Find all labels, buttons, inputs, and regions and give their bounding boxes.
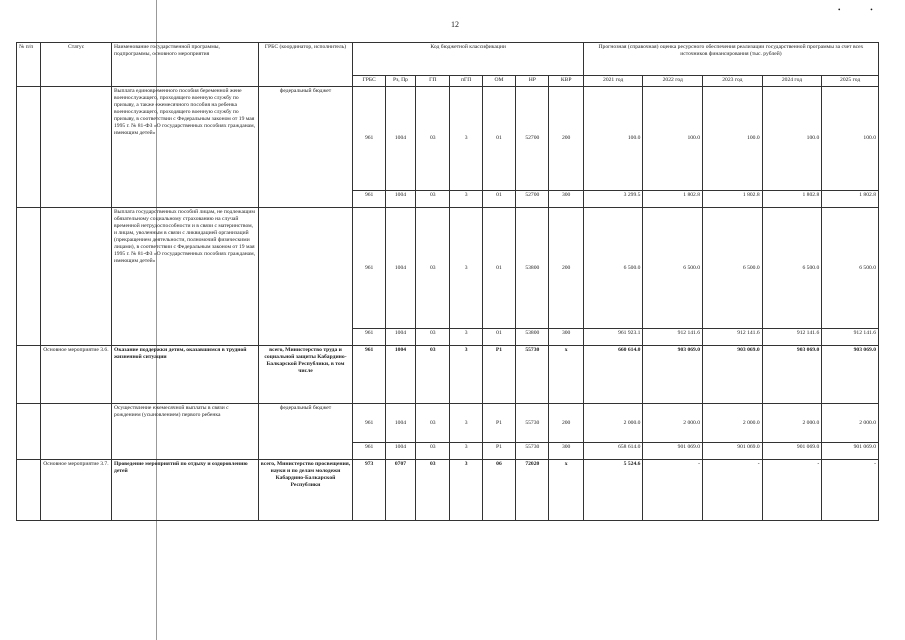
cell-2024: 903 069.0 — [762, 346, 822, 404]
header-codes-group: Код бюджетной классификации — [353, 43, 583, 76]
cell-2023: 912 141.6 — [703, 329, 763, 346]
cell-grbs: 961 — [353, 443, 385, 460]
cell-pgp: 3 — [450, 460, 482, 521]
row-num — [17, 87, 41, 208]
cell-pgp: 3 — [450, 329, 482, 346]
cell-2023: 6 500.0 — [703, 208, 763, 329]
cell-rz: 1004 — [385, 404, 415, 443]
row-grbs-text: всего, Министерство просвещения, науки и по делам молодежи Кабардино-Балкарской Республики — [258, 460, 353, 521]
row-num — [17, 208, 41, 346]
cell-2025: 100.0 — [822, 87, 879, 191]
cell-np: 53800 — [516, 329, 549, 346]
header-status: Статус — [41, 43, 112, 87]
cell-2022: 912 141.6 — [643, 329, 703, 346]
header-2022: 2022 год — [643, 76, 703, 87]
cell-gp: 03 — [416, 404, 450, 443]
cell-kvr: х — [549, 460, 583, 521]
header-pgp: пГП — [450, 76, 482, 87]
cell-om: 01 — [482, 87, 515, 191]
cell-2025: 1 802.8 — [822, 191, 879, 208]
cell-gp: 03 — [416, 87, 450, 191]
row-name: Проведение мероприятий по отдыху и оздоровлению детей — [111, 460, 258, 521]
cell-2021: 6 500.0 — [583, 208, 643, 329]
cell-pgp: 3 — [450, 346, 482, 404]
corner-marks: • • — [838, 6, 887, 14]
cell-2023: 100.0 — [703, 87, 763, 191]
row-name: Осуществление ежемесячной выплаты в связи с рождением (усыновлением) первого ребенка — [111, 404, 258, 460]
row-status — [41, 87, 112, 208]
cell-np: 72020 — [516, 460, 549, 521]
row-name: Оказание поддержки детям, оказавшимся в трудной жизненной ситуации — [111, 346, 258, 404]
cell-gp: 03 — [416, 191, 450, 208]
cell-2021: 2 000.0 — [583, 404, 643, 443]
budget-table — [16, 42, 879, 521]
row-grbs-text: федеральный бюджет — [258, 87, 353, 208]
cell-2021: 961 923.1 — [583, 329, 643, 346]
cell-2023: 901 069.0 — [703, 443, 763, 460]
row-grbs-text — [258, 208, 353, 346]
cell-gp: 03 — [416, 443, 450, 460]
cell-pgp: 3 — [450, 87, 482, 191]
header-grbs-coordinator: ГРБС (координатор, исполнитель) — [258, 43, 353, 87]
table-row — [17, 208, 879, 329]
cell-grbs: 961 — [353, 346, 385, 404]
cell-grbs: 961 — [353, 404, 385, 443]
cell-2024: 100.0 — [762, 87, 822, 191]
cell-kvr: 200 — [549, 87, 583, 191]
cell-2021: 100.0 — [583, 87, 643, 191]
cell-np: 52700 — [516, 191, 549, 208]
row-status: Основное мероприятие 3.6. — [41, 346, 112, 404]
cell-om: P1 — [482, 346, 515, 404]
header-row-1 — [17, 43, 879, 76]
cell-2022: 100.0 — [643, 87, 703, 191]
cell-2022: 903 069.0 — [643, 346, 703, 404]
cell-pgp: 3 — [450, 191, 482, 208]
cell-om: 01 — [482, 208, 515, 329]
cell-np: 55730 — [516, 443, 549, 460]
row-status: Основное мероприятие 3.7. — [41, 460, 112, 521]
cell-2024: 6 500.0 — [762, 208, 822, 329]
header-om: ОМ — [482, 76, 515, 87]
header-rz: Рз, Пр — [385, 76, 415, 87]
cell-grbs: 961 — [353, 191, 385, 208]
cell-rz: 1004 — [385, 87, 415, 191]
cell-np: 55730 — [516, 346, 549, 404]
row-name: Выплата государственных пособий лицам, не подлежащим обязательному социальному страхованию на случай временной нетрудоспособности и в связи с материнством, и лицам, уволенным в связи с ликвидацией организаций (прекращением деятельности, полномочий физическими лицами), в соответствии с Федеральным законом от 19 мая 1995 г. № 81-ФЗ «О государственных пособиях гражданам, имеющим детей» — [111, 208, 258, 346]
cell-2022: - — [643, 460, 703, 521]
cell-kvr: 300 — [549, 443, 583, 460]
header-num: № п/п — [17, 43, 41, 87]
cell-om: 06 — [482, 460, 515, 521]
table-row — [17, 346, 879, 404]
cell-2023: 1 802.8 — [703, 191, 763, 208]
cell-2024: 2 000.0 — [762, 404, 822, 443]
cell-om: P1 — [482, 443, 515, 460]
cell-rz: 1004 — [385, 208, 415, 329]
cell-grbs: 973 — [353, 460, 385, 521]
header-name: Наименование государственной программы, подпрограммы, основного мероприятия — [111, 43, 258, 87]
header-grbs: ГРБС — [353, 76, 385, 87]
row-grbs-text: всего, Министерство труда и социальной защиты Кабардино-Балкарской Республики, в том числе — [258, 346, 353, 404]
row-num — [17, 404, 41, 460]
page-number: 12 — [451, 20, 459, 29]
cell-np: 55730 — [516, 404, 549, 443]
cell-kvr: 200 — [549, 208, 583, 329]
cell-2025: 6 500.0 — [822, 208, 879, 329]
cell-2022: 1 802.8 — [643, 191, 703, 208]
header-2021: 2021 год — [583, 76, 643, 87]
cell-grbs: 961 — [353, 208, 385, 329]
cell-pgp: 3 — [450, 404, 482, 443]
cell-om: P1 — [482, 404, 515, 443]
cell-om: 01 — [482, 191, 515, 208]
cell-np: 52700 — [516, 87, 549, 191]
cell-2023: 903 069.0 — [703, 346, 763, 404]
cell-2023: 2 000.0 — [703, 404, 763, 443]
cell-2021: 660 614.0 — [583, 346, 643, 404]
table-row — [17, 404, 879, 443]
cell-2025: 901 069.0 — [822, 443, 879, 460]
cell-kvr: 300 — [549, 191, 583, 208]
table-row — [17, 87, 879, 191]
table-row — [17, 460, 879, 521]
header-np: НР — [516, 76, 549, 87]
cell-gp: 03 — [416, 329, 450, 346]
cell-2024: 912 141.6 — [762, 329, 822, 346]
header-2023: 2023 год — [703, 76, 763, 87]
cell-rz: 1004 — [385, 329, 415, 346]
row-status — [41, 404, 112, 460]
row-status — [41, 208, 112, 346]
cell-rz: 1004 — [385, 346, 415, 404]
header-gp: ГП — [416, 76, 450, 87]
header-2025: 2025 год — [822, 76, 879, 87]
cell-pgp: 3 — [450, 443, 482, 460]
cell-gp: 03 — [416, 346, 450, 404]
cell-kvr: 200 — [549, 404, 583, 443]
cell-2025: 912 141.6 — [822, 329, 879, 346]
cell-grbs: 961 — [353, 87, 385, 191]
cell-2022: 2 000.0 — [643, 404, 703, 443]
header-kvr: КВР — [549, 76, 583, 87]
cell-2023: - — [703, 460, 763, 521]
cell-np: 53800 — [516, 208, 549, 329]
cell-rz: 1004 — [385, 191, 415, 208]
cell-2021: 5 524.6 — [583, 460, 643, 521]
cell-2024: - — [762, 460, 822, 521]
cell-pgp: 3 — [450, 208, 482, 329]
cell-2021: 658 614.0 — [583, 443, 643, 460]
cell-2025: 2 000.0 — [822, 404, 879, 443]
cell-gp: 03 — [416, 460, 450, 521]
cell-2024: 901 069.0 — [762, 443, 822, 460]
cell-2024: 1 802.8 — [762, 191, 822, 208]
cell-2022: 901 069.0 — [643, 443, 703, 460]
cell-om: 01 — [482, 329, 515, 346]
row-grbs-text: федеральный бюджет — [258, 404, 353, 460]
cell-2025: 903 069.0 — [822, 346, 879, 404]
cell-grbs: 961 — [353, 329, 385, 346]
row-num — [17, 460, 41, 521]
cell-2025: - — [822, 460, 879, 521]
cell-rz: 1004 — [385, 443, 415, 460]
row-num — [17, 346, 41, 404]
cell-rz: 0707 — [385, 460, 415, 521]
cell-kvr: 300 — [549, 329, 583, 346]
header-forecast-group: Прогнозная (справочная) оценка ресурсного обеспечения реализации государственной программы за счет всех источников финансирования (тыс. рублей) — [583, 43, 878, 76]
header-2024: 2024 год — [762, 76, 822, 87]
cell-kvr: х — [549, 346, 583, 404]
cell-2021: 3 299.5 — [583, 191, 643, 208]
row-name: Выплата единовременного пособия беременной жене военнослужащего, проходящего военную службу по призыву, а также ежемесячного пособия на ребенка военнослужащего, проходящего военную службу по призыву, в соответствии с Федеральным законом от 19 мая 1995 г. № 81-ФЗ «О государственных пособиях гражданам, имеющим детей» — [111, 87, 258, 208]
cell-2022: 6 500.0 — [643, 208, 703, 329]
cell-gp: 03 — [416, 208, 450, 329]
